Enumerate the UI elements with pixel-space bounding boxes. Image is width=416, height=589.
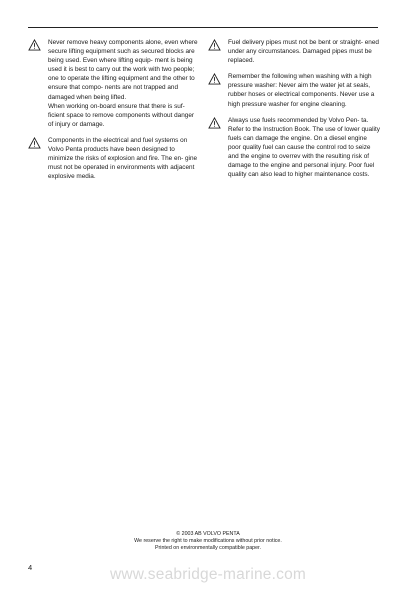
modification-notice: We reserve the right to make modifications without prior notice. xyxy=(134,538,282,544)
copyright-line: © 2003 AB VOLVO PENTA xyxy=(176,531,240,537)
warning-text: Always use fuels recommended by Volvo Pen- ta. Refer to the Instruction Book. The use of lower quality fuels can damage the engine. On a diesel engine poor quality fuel can cause the control rod to seize and the engine to overrev with the resulting risk of damage to the engine and personal injury. Poor fuel quality can also lead to higher maintenance costs. xyxy=(228,116,380,179)
right-column xyxy=(208,38,380,186)
warning-text: Fuel delivery pipes must not be bent or straight- ened under any circumstances. Damaged pipes must be replaced. xyxy=(228,39,379,65)
warning-item xyxy=(208,72,380,108)
warning-text: Never remove heavy components alone, even where secure lifting equipment such as secured blocks are being used. Even where lifting equip- ment is being used it is best to carry out the work with two people; one to operate the lifting equipment and the other to ensure that compo- nents are not trapped and damaged when being lifted. xyxy=(48,39,198,101)
top-rule xyxy=(28,27,378,28)
page-number: 4 xyxy=(28,563,33,572)
warning-text: When working on-board ensure that there is suf- ficient space to remove components without danger of injury or damage. xyxy=(48,102,195,128)
page-footer xyxy=(0,531,416,552)
warning-triangle-icon xyxy=(208,73,221,85)
warning-triangle-icon xyxy=(208,39,221,51)
paper-notice: Printed on environmentally compatible paper. xyxy=(155,545,261,551)
warning-triangle-icon xyxy=(28,39,41,51)
warning-text: Components in the electrical and fuel systems on Volvo Penta products have been designed to minimize the risks of explosion and fire. The en- gine must not be operated in environments with adjacent explosive media. xyxy=(48,136,198,181)
warning-item xyxy=(208,38,380,65)
warning-item xyxy=(28,136,198,181)
left-column xyxy=(28,38,198,188)
warning-triangle-icon xyxy=(208,117,221,129)
warning-text: Remember the following when washing with a high pressure washer: Never aim the water jet at seals, rubber hoses or electrical components. Never use a high pressure washer for engine cleaning. xyxy=(228,73,375,108)
warning-item xyxy=(208,116,380,180)
watermark: www.seabridge-marine.com xyxy=(109,566,307,583)
warning-item xyxy=(28,38,198,129)
warning-triangle-icon xyxy=(28,137,41,149)
